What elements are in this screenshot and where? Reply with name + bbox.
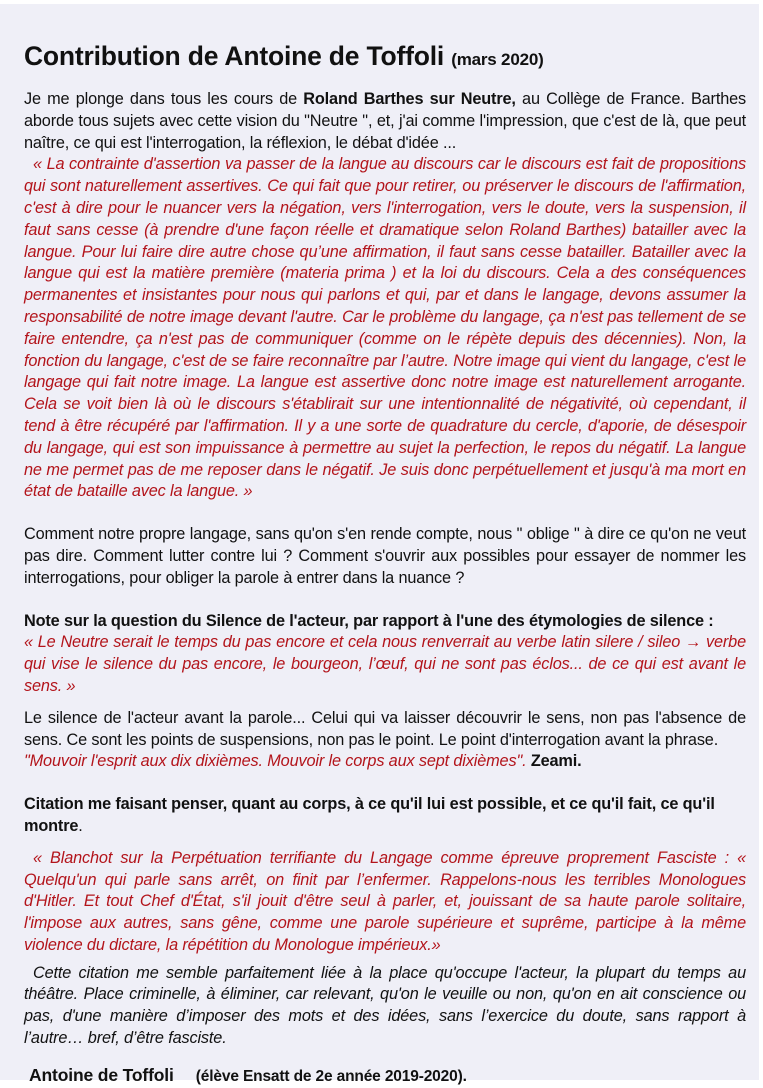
silence-note-heading-text: Note sur la question du Silence de l'acteur, par rapport à l'une des étymologies de silence : bbox=[24, 611, 714, 630]
zeami-author: Zeami. bbox=[530, 752, 582, 771]
silence-commentary: Le silence de l'acteur avant la parole... Celui qui va laisser découvrir le sens, non pas l'absence de sens. Ce sont les points de suspensions, non pas le point. Le point d'interrogation avant la phrase. bbox=[24, 708, 746, 749]
zeami-quote: "Mouvoir l'esprit aux dix dixièmes. Mouvoir le corps aux sept dixièmes". bbox=[24, 752, 527, 771]
citation-heading-end: . bbox=[78, 816, 83, 835]
signature-role: (élève Ensatt de 2e année 2019-2020). bbox=[195, 1067, 467, 1085]
intro-bold: Roland Barthes sur Neutre, bbox=[303, 90, 516, 108]
intro-paragraph bbox=[24, 89, 746, 154]
title-date: (mars 2020) bbox=[451, 50, 544, 69]
blanchot-quote: « Blanchot sur la Perpétuation terrifiante du Langage comme épreuve proprement Fasciste : « Quelqu'un qui parle sans arrêt, on finit par l’enfermer. Rappelons-nous les terribles Monologues d'Hitler. Et tout Chef d'État, s'il jouit d'être seul à parler, et, jouissant de sa haute parole solitaire, l'impose aux autres, sans gêne, comme une parole supérieure et suprême, participe à la même violence du dictare, la répétition du Monologue impérieux.» bbox=[24, 848, 746, 954]
citation-heading-text: Citation me faisant penser, quant au corps, à ce qu'il lui est possible, et ce qu'il fait, ce qu'il montre bbox=[24, 795, 715, 835]
document-body bbox=[24, 40, 746, 1088]
intro-text-1: Je me plonge dans tous les cours de bbox=[24, 90, 304, 108]
silence-note-heading bbox=[24, 611, 746, 633]
signature-name: Antoine de Toffoli bbox=[29, 1064, 174, 1085]
page-title bbox=[24, 40, 746, 76]
page bbox=[0, 4, 759, 1085]
zeami-line bbox=[24, 751, 746, 773]
silence-etymology-quote: « Le Neutre serait le temps du pas encore et cela nous renverrait au verbe latin silere / sileo → verbe qui vise le silence du pas encore, le bourgeon, l’œuf, qui ne sont pas éclos... de ce qui est avant le sens. » bbox=[24, 633, 746, 695]
barthes-quote: « La contrainte d'assertion va passer de la langue au discours car le discours est fait de propositions qui sont naturellement assertives. Ce qui fait que pour retirer, ou préserver le discours de l'affirmation, c'est à dire pour le nuancer vers la négation, vers l'interrogation, vers le doute, vers la suspension, il faut sans cesse (à prendre d'une façon réelle et dramatique selon Roland Barthes) batailler avec la langue. Pour lui faire dire autre chose qu’une affirmation, il faut sans cesse batailler. Batailler avec la langue qui est la matière première (materia prima ) et la loi du discours. Cela a des conséquences permanentes et insistantes pour nous qui parlons et qui, par et dans le langage, devons assumer la responsabilité de notre image devant l'autre. Car le problème du langage, ça n'est pas tellement de se faire entendre, ça n'est pas de communiquer (comme on le répète depuis des décennies). Non, la fonction du langage, c'est de se faire reconnaître par l’autre. Notre image qui vient du langage, c'est le langage qui fait notre image. La langue est assertive donc notre image est naturellement arrogante. Cela se voit bien là où le discours s'établirait sur une intentionnalité de négativité, où cependant, il tend à être récupéré par l'affirmation. Il y a une sorte de quadrature du cercle, d'aporie, de désespoir du langage, qui est son impuissance à permettre au sujet la perfection, le repos du négatif. La langue ne me permet pas de me reposer dans le négatif. Je suis donc perpétuellement et jusqu'à ma mort en état de bataille avec la langue. » bbox=[24, 155, 746, 501]
signature bbox=[29, 1065, 746, 1088]
citation-commentary: Cette citation me semble parfaitement liée à la place qu'occupe l'acteur, la plupart du temps au théâtre. Place criminelle, à éliminer, car relevant, qu'on le veuille ou non, qu'on en ait conscience ou pas, d'une manière d’imposer des mots et des idées, sans l’exercice du doute, sans rapport à l’autre… bref, d’être fasciste. bbox=[24, 963, 746, 1048]
citation-heading bbox=[24, 794, 746, 838]
question-paragraph: Comment notre propre langage, sans qu'on s'en rende compte, nous " oblige " à dire ce qu'on ne veut pas dire. Comment lutter contre lui ? Comment s'ouvrir aux possibles pour essayer de nommer les interrogations, pour obliger la parole à entrer dans la nuance ? bbox=[24, 525, 746, 587]
intro-text-2: au Collège de France. Barthes aborde tous sujets avec cette vision du "Neutre ", et, j'ai comme l'impression, que c'est de là, que peut naître, ce qui est l'interrogation, la réflexion, le débat d'idée ... bbox=[24, 90, 747, 152]
title-main: Contribution de Antoine de Toffoli bbox=[24, 41, 445, 71]
